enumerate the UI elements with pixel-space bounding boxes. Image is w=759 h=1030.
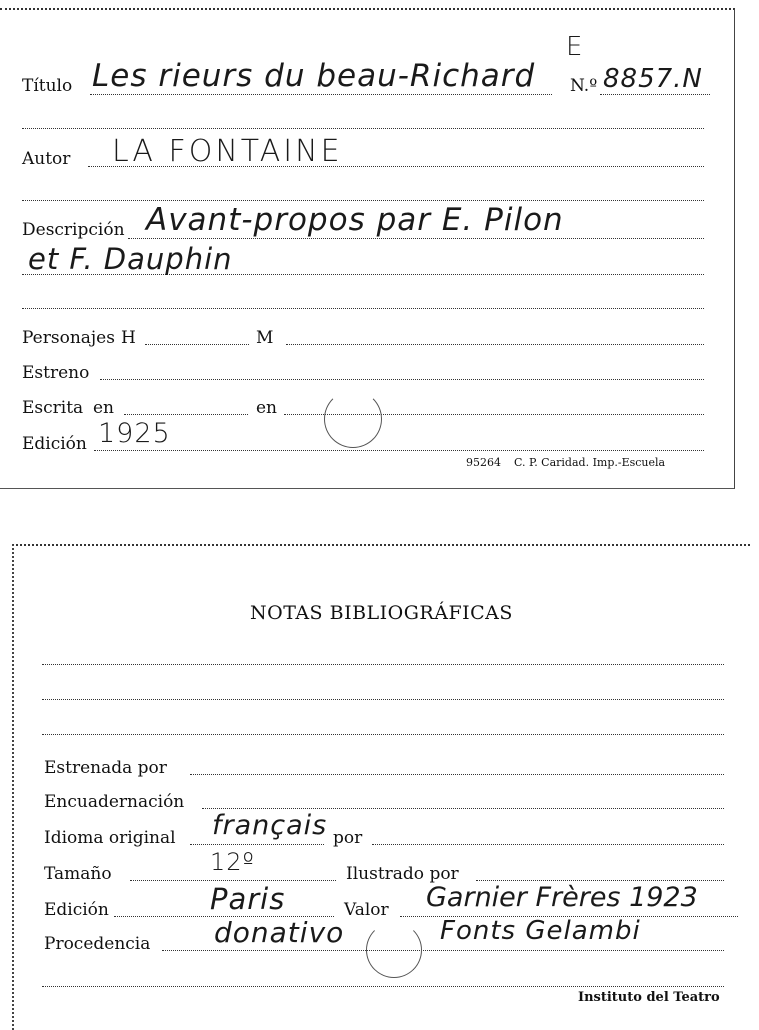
autor-label: Autor bbox=[22, 149, 71, 169]
numero-value: 8857.N bbox=[603, 64, 703, 94]
edicion-label: Edición bbox=[22, 434, 87, 454]
descripcion-value-2: et F. Dauphin bbox=[28, 242, 233, 276]
autor-value: LA FONTAINE bbox=[112, 134, 343, 169]
descripcion-label: Descripción bbox=[22, 220, 125, 240]
edicion-value: 1925 bbox=[98, 418, 171, 449]
escrita-en-label: en bbox=[93, 398, 115, 418]
encuadernacion-line bbox=[202, 808, 724, 809]
tamano-label: Tamaño bbox=[44, 864, 112, 884]
ilustrado-label: Ilustrado por bbox=[346, 864, 459, 884]
notas-line-3 bbox=[42, 734, 724, 735]
m-line bbox=[286, 344, 704, 345]
escrita-line bbox=[124, 414, 248, 415]
edicion-line bbox=[94, 450, 704, 451]
estrenada-line bbox=[190, 774, 724, 775]
estrenada-label: Estrenada por bbox=[44, 758, 167, 778]
por-line bbox=[372, 844, 724, 845]
por-label: por bbox=[333, 828, 363, 848]
h-line bbox=[145, 344, 249, 345]
back-edicion-value: Paris bbox=[210, 882, 286, 916]
en2-label: en bbox=[256, 398, 278, 418]
notas-heading: NOTAS BIBLIOGRÁFICAS bbox=[250, 602, 513, 624]
numero-label: N.º bbox=[570, 76, 598, 96]
front-card bbox=[0, 8, 735, 489]
valor-value: Garnier Frères 1923 bbox=[426, 882, 698, 913]
printer-number: 95264 bbox=[466, 456, 501, 469]
procedencia-value-2: Fonts Gelambi bbox=[440, 916, 641, 946]
titulo-label: Título bbox=[22, 76, 73, 96]
back-stamp-circle bbox=[366, 922, 422, 978]
descripcion-value-1: Avant-propos par E. Pilon bbox=[146, 202, 564, 238]
ilustrado-line bbox=[476, 880, 724, 881]
footer-institute: Instituto del Teatro bbox=[578, 990, 720, 1005]
estreno-line bbox=[100, 379, 704, 380]
procedencia-label: Procedencia bbox=[44, 934, 151, 954]
blank-line-3 bbox=[22, 308, 704, 309]
encuadernacion-label: Encuadernación bbox=[44, 792, 185, 812]
estreno-label: Estreno bbox=[22, 363, 90, 383]
personajes-label: Personajes bbox=[22, 328, 115, 348]
printer-name: C. P. Caridad. Imp.-Escuela bbox=[514, 456, 666, 469]
back-edicion-label: Edición bbox=[44, 900, 109, 920]
idioma-line bbox=[190, 844, 324, 845]
notas-line-1 bbox=[42, 664, 724, 665]
numero-line bbox=[600, 94, 710, 95]
back-card bbox=[12, 544, 750, 1030]
escrita-label: Escrita bbox=[22, 398, 84, 418]
valor-label: Valor bbox=[344, 900, 389, 920]
e-mark: E bbox=[566, 32, 584, 62]
tamano-value: 12º bbox=[210, 848, 255, 876]
procedencia-value: donativo bbox=[214, 916, 345, 949]
stamp-circle bbox=[324, 390, 382, 448]
titulo-line bbox=[90, 94, 552, 95]
notas-line-last bbox=[42, 986, 724, 987]
blank-line-1 bbox=[22, 128, 704, 129]
procedencia-line bbox=[162, 950, 724, 951]
m-label: M bbox=[256, 328, 274, 348]
descripcion-line-1 bbox=[128, 238, 704, 239]
h-label: H bbox=[121, 328, 136, 348]
blank-line-2 bbox=[22, 200, 704, 201]
titulo-value: Les rieurs du beau-Richard bbox=[92, 58, 536, 94]
tamano-line bbox=[130, 880, 336, 881]
notas-line-2 bbox=[42, 699, 724, 700]
idioma-value: français bbox=[212, 810, 328, 841]
idioma-label: Idioma original bbox=[44, 828, 176, 848]
